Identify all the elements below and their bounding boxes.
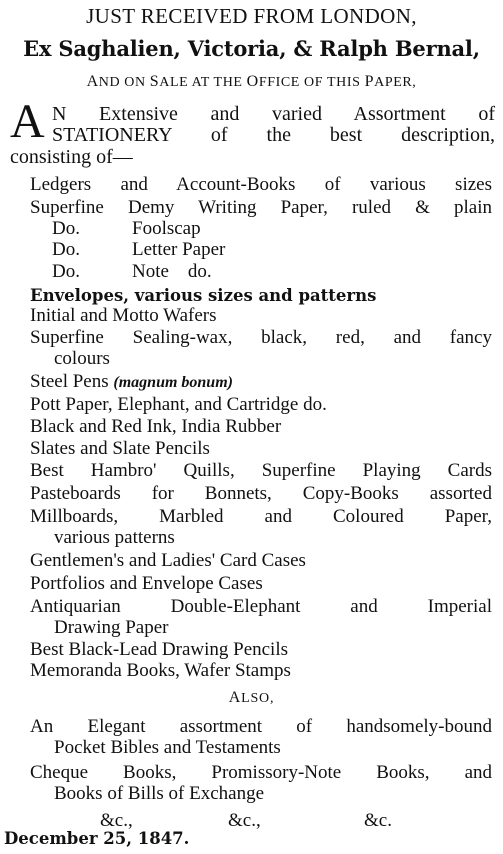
ditto-label: Do. [52, 239, 80, 260]
headline-on-sale [0, 73, 503, 91]
steel-pens-emphasis: (magnum bonum) [113, 374, 233, 391]
ditto-text: Foolscap [132, 218, 201, 239]
list-item-ink: Black and Red Ink, India Rubber [30, 416, 282, 437]
small-caps-initial: A [228, 689, 242, 706]
list-item-demy-paper: Superfine Demy Writing Paper, ruled & plain [30, 197, 492, 218]
steel-pens-text: Steel Pens [30, 371, 114, 392]
list-item-pasteboards: Pasteboards for Bonnets, Copy-Books assorted [30, 483, 492, 504]
ditto-label: Do. [52, 218, 80, 239]
headline-ships: Ex Saghalien, Victoria, & Ralph Bernal, [23, 36, 480, 61]
list-item-memoranda: Memoranda Books, Wafer Stamps [30, 660, 291, 681]
list-item-ledgers: Ledgers and Account-Books of various sizes [30, 174, 492, 195]
small-caps-initial: A [86, 73, 99, 90]
list-item-note-paper [52, 262, 212, 282]
list-item-wafers: Initial and Motto Wafers [30, 305, 217, 326]
drop-cap: A [10, 95, 45, 148]
list-item-pencils: Best Black-Lead Drawing Pencils [30, 639, 289, 660]
small-caps-text: ALE AT THE [159, 75, 247, 90]
list-item-steel-pens [30, 372, 233, 393]
list-item-quills: Best Hambro' Quills, Superfine Playing Cards [30, 460, 492, 481]
list-item-envelopes: Envelopes, various sizes and patterns [30, 286, 377, 305]
small-caps-text: LSO, [241, 691, 275, 706]
small-caps-text: APER, [374, 75, 417, 90]
list-item-foolscap [52, 219, 201, 239]
list-item-bibles-cont: Pocket Bibles and Testaments [54, 737, 281, 758]
small-caps-initial: P [364, 73, 375, 90]
intro-line-2: STATIONERY of the best description, [52, 124, 495, 146]
list-item-sealing-wax-cont: colours [54, 348, 110, 369]
etcetera-3: &c. [364, 810, 392, 831]
small-caps-initial: S [149, 73, 160, 90]
list-item-portfolios: Portfolios and Envelope Cases [30, 573, 263, 594]
list-item-bibles: An Elegant assortment of handsomely-bound [30, 716, 492, 737]
list-item-cheque-books: Cheque Books, Promissory-Note Books, and [30, 762, 492, 783]
list-item-antiquarian-cont: Drawing Paper [54, 617, 169, 638]
list-item-card-cases: Gentlemen's and Ladies' Card Cases [30, 550, 306, 571]
list-item-slates: Slates and Slate Pencils [30, 438, 210, 459]
list-item-pott-paper: Pott Paper, Elephant, and Cartridge do. [30, 394, 327, 415]
ditto-text: Note do. [132, 261, 212, 282]
small-caps-initial: O [246, 73, 259, 90]
small-caps-text: ND ON [98, 75, 150, 90]
list-item-letter-paper [52, 240, 225, 260]
list-item-antiquarian: Antiquarian Double-Elephant and Imperial [30, 596, 492, 617]
intro-line-1: N Extensive and varied Assortment of [52, 103, 495, 125]
publication-date: December 25, 1847. [4, 829, 190, 848]
ditto-text: Letter Paper [132, 239, 226, 260]
also-heading [0, 689, 503, 707]
intro-line-3: consisting of— [10, 146, 133, 168]
small-caps-text: FFICE OF THIS [258, 75, 365, 90]
list-item-millboards-cont: various patterns [54, 527, 175, 548]
ditto-label: Do. [52, 261, 80, 282]
list-item-sealing-wax: Superfine Sealing-wax, black, red, and fancy [30, 327, 492, 348]
etcetera-2: &c., [228, 810, 261, 831]
headline-just-received: JUST RECEIVED FROM LONDON, [86, 4, 417, 28]
etcetera-1: &c., [100, 810, 133, 831]
list-item-millboards: Millboards, Marbled and Coloured Paper, [30, 506, 492, 527]
list-item-cheque-books-cont: Books of Bills of Exchange [54, 783, 265, 804]
